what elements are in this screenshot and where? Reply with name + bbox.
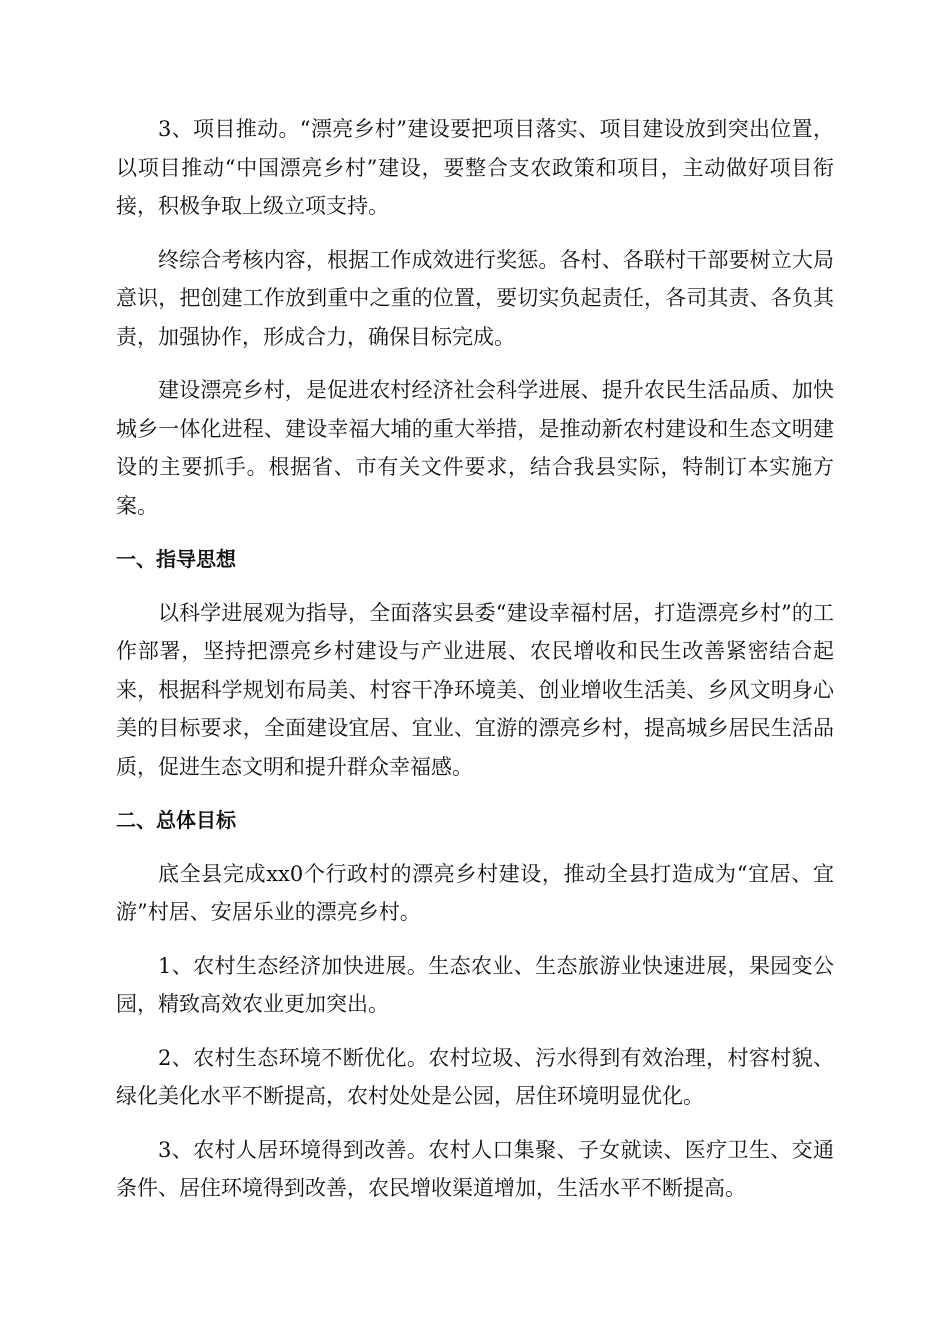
paragraph-project-promotion: 3、项目推动。“漂亮乡村”建设要把项目落实、项目建设放到突出位置，以项目推动“中国漂亮乡村”建设，要整合支农政策和项目，主动做好项目衔接，积极争取上级立项支持。 bbox=[116, 117, 834, 218]
heading-guiding-ideology: 一、指导思想 bbox=[116, 547, 236, 571]
paragraph-goal-summary: 底全县完成xx0个行政村的漂亮乡村建设，推动全县打造成为“宜居、宜游”村居、安居乐业的漂亮乡村。 bbox=[116, 861, 834, 924]
paragraph-intro: 建设漂亮乡村，是促进农村经济社会科学进展、提升农民生活品质、加快城乡一体化进程、建设幸福大埔的重大举措，是推动新农村建设和生态文明建设的主要抓手。根据省、市有关文件要求，结合我县实际，特制订本实施方案。 bbox=[116, 378, 834, 518]
heading-overall-goals: 二、总体目标 bbox=[116, 808, 236, 832]
document-page bbox=[116, 110, 834, 1223]
paragraph-goal-economy: 1、农村生态经济加快进展。生态农业、生态旅游业快速进展，果园变公园，精致高效农业更加突出。 bbox=[116, 953, 834, 1016]
paragraph-guiding-ideology: 以科学进展观为指导，全面落实县委“建设幸福村居，打造漂亮乡村”的工作部署，坚持把漂亮乡村建设与产业进展、农民增收和民生改善紧密结合起来，根据科学规划布局美、村容干净环境美、创业增收生活美、乡风文明身心美的目标要求，全面建设宜居、宜业、宜游的漂亮乡村，提高城乡居民生活品质，促进生态文明和提升群众幸福感。 bbox=[116, 600, 834, 779]
paragraph-goal-environment: 2、农村生态环境不断优化。农村垃圾、污水得到有效治理，村容村貌、绿化美化水平不断提高，农村处处是公园，居住环境明显优化。 bbox=[116, 1045, 834, 1108]
paragraph-goal-living: 3、农村人居环境得到改善。农村人口集聚、子女就读、医疗卫生、交通条件、居住环境得到改善，农民增收渠道增加，生活水平不断提高。 bbox=[116, 1137, 834, 1200]
paragraph-assessment: 终综合考核内容，根据工作成效进行奖惩。各村、各联村干部要树立大局意识，把创建工作放到重中之重的位置，要切实负起责任，各司其责、各负其责，加强协作，形成合力，确保目标完成。 bbox=[116, 247, 834, 349]
